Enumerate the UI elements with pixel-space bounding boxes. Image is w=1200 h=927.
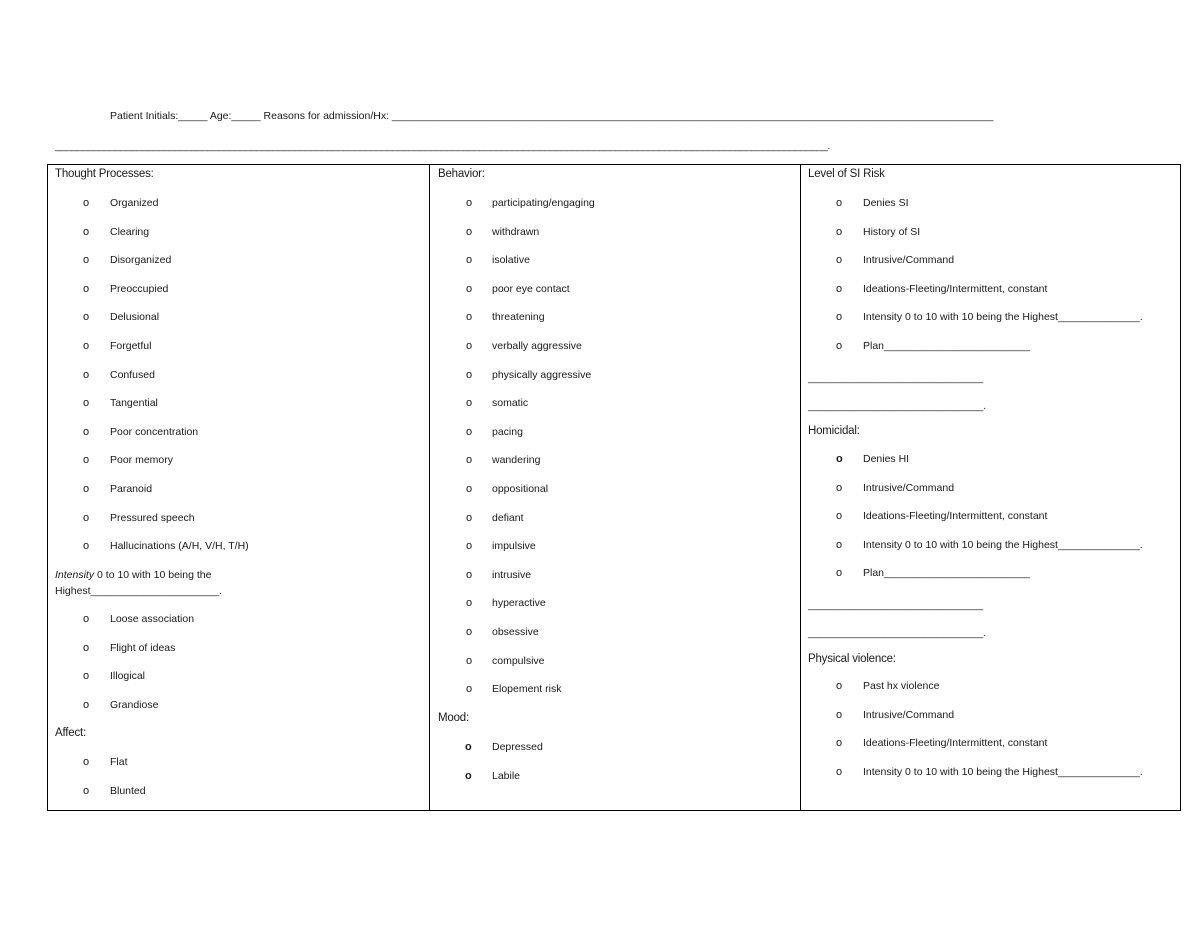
heading-mood: Mood: [438, 712, 469, 724]
heading-si-risk: Level of SI Risk [808, 168, 885, 180]
si-plan-line-2[interactable]: ______________________________. [808, 400, 987, 412]
thought-item: Clearing [110, 225, 150, 238]
checkbox-bullet[interactable]: o [836, 538, 843, 551]
thought-extra-item: Loose association [110, 613, 195, 625]
checkbox-bullet[interactable]: o [83, 641, 90, 654]
checkbox-bullet[interactable]: o [83, 311, 90, 324]
checkbox-bullet[interactable]: o [466, 568, 473, 581]
behavior-item: isolative [492, 254, 530, 267]
homicidal-plan-line-2[interactable]: ______________________________. [808, 627, 987, 639]
thought-intensity-field[interactable] [55, 567, 275, 599]
checkbox-bullet[interactable]: o [466, 254, 473, 267]
checkbox-bullet[interactable]: o [83, 670, 90, 683]
checkbox-bullet[interactable]: o [466, 597, 473, 610]
si-item: Intrusive/Command [863, 254, 955, 267]
checkbox-bullet[interactable]: o [836, 567, 843, 580]
thought-item: Paranoid [110, 483, 153, 495]
checkbox-bullet[interactable]: o [83, 613, 90, 625]
checkbox-bullet[interactable]: o [836, 282, 843, 295]
behavior-item: physically aggressive [492, 368, 592, 381]
behavior-item: threatening [492, 311, 545, 324]
checkbox-bullet[interactable]: o [836, 481, 843, 494]
behavior-item: Elopement risk [492, 683, 562, 696]
heading-behavior: Behavior: [438, 168, 485, 180]
checkbox-bullet[interactable]: o [466, 683, 473, 696]
checkbox-bullet[interactable]: o [83, 340, 90, 352]
checkbox-bullet[interactable]: o [83, 454, 90, 467]
checkbox-bullet[interactable]: o [466, 282, 473, 295]
thought-item: Poor memory [110, 454, 174, 467]
behavior-item: defiant [492, 511, 524, 524]
behavior-item: compulsive [492, 654, 545, 667]
checkbox-bullet[interactable]: o [83, 368, 90, 381]
checkbox-bullet[interactable]: o [836, 765, 843, 778]
heading-thought-processes: Thought Processes: [55, 168, 154, 180]
checkbox-bullet[interactable]: o [836, 453, 843, 465]
checkbox-bullet[interactable]: o [83, 698, 90, 711]
checkbox-bullet[interactable]: o [83, 425, 90, 438]
thought-item: Tangential [110, 397, 158, 410]
heading-physical-violence: Physical violence: [808, 653, 896, 665]
homicidal-item: Intrusive/Command [863, 481, 955, 494]
checkbox-bullet[interactable]: o [836, 680, 843, 692]
si-item: History of SI [863, 225, 921, 238]
homicidal-item: Intensity 0 to 10 with 10 being the Highest______________. [863, 538, 1143, 551]
checkbox-bullet[interactable]: o [836, 510, 843, 523]
column-thought-affect [48, 165, 430, 810]
checkbox-bullet[interactable]: o [466, 425, 473, 438]
si-item: Plan_________________________ [863, 340, 1031, 352]
checkbox-bullet[interactable]: o [465, 741, 472, 753]
violence-item: Past hx violence [863, 680, 940, 692]
header-admission-continuation[interactable]: ______________________________________________________________________________________________________________________________________________. [55, 140, 830, 152]
si-item: Denies SI [863, 197, 909, 209]
behavior-item: withdrawn [492, 225, 540, 238]
behavior-item: somatic [492, 397, 529, 410]
behavior-item: poor eye contact [492, 282, 570, 295]
thought-item: Preoccupied [110, 282, 169, 295]
heading-affect: Affect: [55, 727, 86, 739]
checkbox-bullet[interactable]: o [836, 708, 843, 721]
behavior-item: participating/engaging [492, 197, 595, 209]
mood-item: Depressed [492, 741, 543, 753]
thought-extra-item: Flight of ideas [110, 641, 176, 654]
checkbox-bullet[interactable]: o [836, 225, 843, 238]
si-plan-line-1[interactable]: ______________________________ [808, 372, 984, 384]
checkbox-bullet[interactable]: o [83, 225, 90, 238]
checkbox-bullet[interactable]: o [836, 254, 843, 267]
checkbox-bullet[interactable]: o [836, 737, 843, 750]
checkbox-bullet[interactable]: o [466, 511, 473, 524]
checkbox-bullet[interactable]: o [466, 368, 473, 381]
si-item: Ideations-Fleeting/Intermittent, constant [863, 282, 1048, 295]
checkbox-bullet[interactable]: o [466, 626, 473, 638]
checkbox-bullet[interactable]: o [836, 311, 843, 324]
thought-item: Poor concentration [110, 425, 199, 438]
violence-item: Intrusive/Command [863, 708, 955, 721]
homicidal-item: Plan_________________________ [863, 567, 1031, 580]
thought-extra-item: Illogical [110, 670, 146, 683]
si-item: Intensity 0 to 10 with 10 being the Highest______________. [863, 311, 1143, 324]
heading-homicidal: Homicidal: [808, 425, 860, 437]
behavior-item: obsessive [492, 626, 539, 638]
checkbox-bullet[interactable]: o [466, 654, 473, 667]
checkbox-bullet[interactable]: o [83, 254, 90, 267]
violence-item: Ideations-Fleeting/Intermittent, constant [863, 737, 1048, 750]
thought-item: Organized [110, 197, 159, 209]
intensity-word: Intensity [55, 569, 95, 581]
thought-item: Delusional [110, 311, 160, 324]
checkbox-bullet[interactable]: o [83, 784, 90, 797]
checkbox-bullet[interactable]: o [466, 483, 473, 495]
affect-item: Flat [110, 756, 128, 768]
violence-item: Intensity 0 to 10 with 10 being the Highest______________. [863, 765, 1143, 778]
behavior-item: wandering [492, 454, 541, 467]
homicidal-plan-line-1[interactable]: ______________________________ [808, 599, 984, 611]
checkbox-bullet[interactable]: o [466, 225, 473, 238]
checkbox-bullet[interactable]: o [83, 197, 90, 209]
thought-item: Confused [110, 368, 155, 381]
behavior-item: hyperactive [492, 597, 546, 610]
assessment-table [47, 164, 1181, 811]
behavior-item: impulsive [492, 540, 536, 553]
checkbox-bullet[interactable]: o [836, 340, 843, 352]
header-patient-info[interactable]: Patient Initials:_____ Age:_____ Reasons for admission/Hx: _______________________________________________________________________________________________________ [110, 110, 994, 122]
checkbox-bullet[interactable]: o [466, 340, 473, 352]
checkbox-bullet[interactable]: o [465, 769, 472, 782]
checkbox-bullet[interactable]: o [83, 511, 90, 524]
mood-item: Labile [492, 769, 521, 782]
intensity-scale-text: 0 to 10 with 10 being the [94, 569, 212, 581]
homicidal-item: Denies HI [863, 453, 910, 465]
checkbox-bullet[interactable]: o [83, 397, 90, 410]
column-risk [801, 165, 1180, 810]
homicidal-item: Ideations-Fleeting/Intermittent, constant [863, 510, 1048, 523]
intensity-highest-blank[interactable]: Highest______________________. [55, 585, 222, 597]
thought-item: Pressured speech [110, 511, 195, 524]
behavior-item: pacing [492, 425, 523, 438]
affect-item: Blunted [110, 784, 146, 797]
checkbox-bullet[interactable]: o [83, 483, 90, 495]
checkbox-bullet[interactable]: o [836, 197, 843, 209]
thought-item: Disorganized [110, 254, 172, 267]
column-behavior-mood [430, 165, 801, 810]
checkbox-bullet[interactable]: o [466, 397, 473, 410]
thought-item: Hallucinations (A/H, V/H, T/H) [110, 540, 249, 553]
checkbox-bullet[interactable]: o [83, 540, 90, 553]
checkbox-bullet[interactable]: o [466, 311, 473, 324]
checkbox-bullet[interactable]: o [466, 454, 473, 467]
checkbox-bullet[interactable]: o [83, 756, 90, 768]
behavior-item: intrusive [492, 568, 532, 581]
checkbox-bullet[interactable]: o [466, 540, 473, 553]
checkbox-bullet[interactable]: o [83, 282, 90, 295]
thought-item: Forgetful [110, 340, 152, 352]
checkbox-bullet[interactable]: o [466, 197, 473, 209]
behavior-item: oppositional [492, 483, 549, 495]
behavior-item: verbally aggressive [492, 340, 582, 352]
thought-extra-item: Grandiose [110, 698, 159, 711]
